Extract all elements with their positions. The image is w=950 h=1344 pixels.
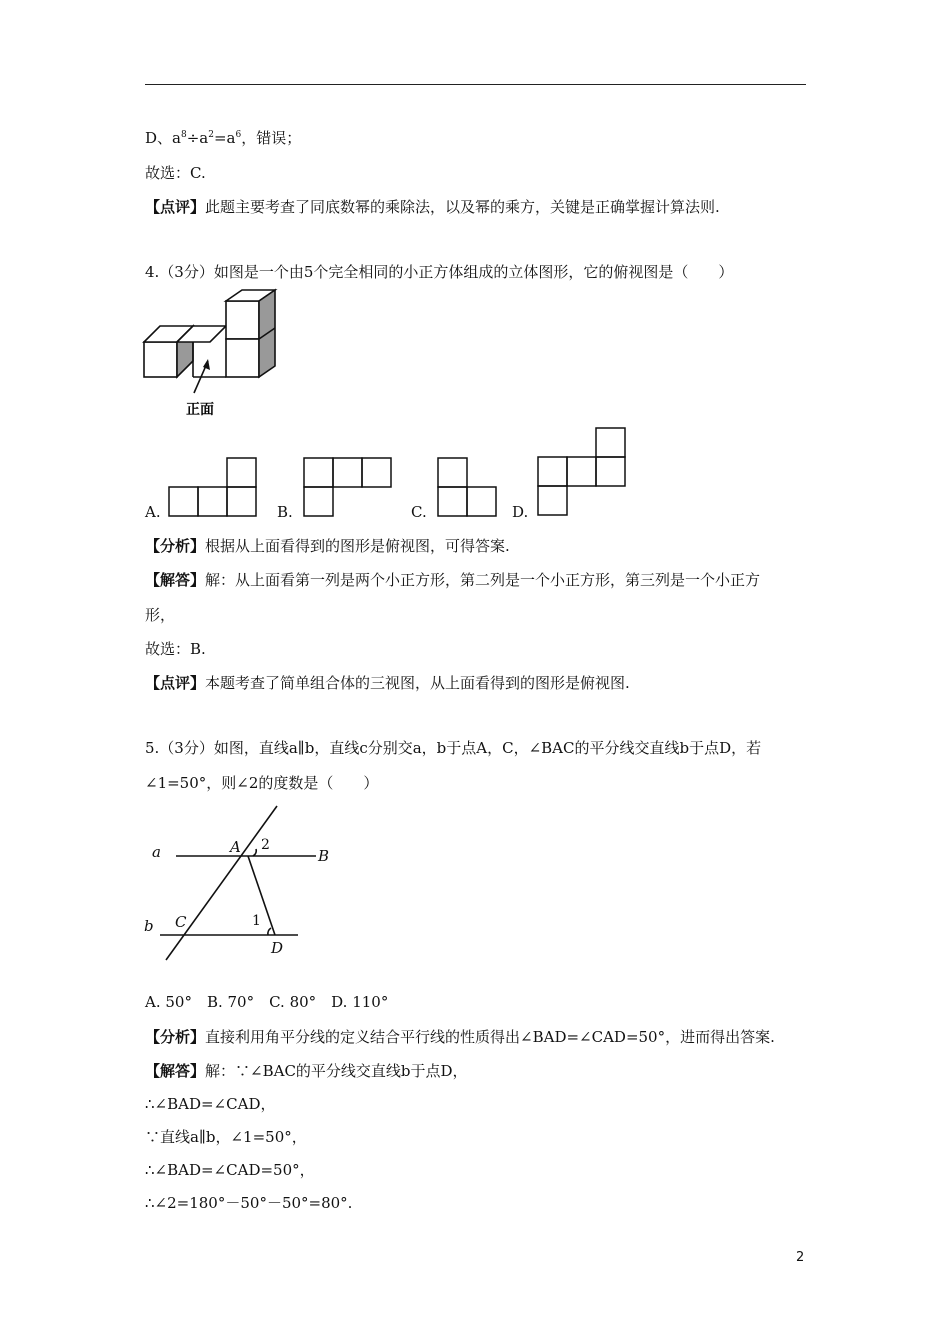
q4-solution: 【解答】解：从上面看第一列是两个小正方形，第二列是一个小正方形，第三列是一个小正方 — [145, 571, 761, 589]
q4-solid-figure — [140, 288, 290, 420]
q4-option-c-figure[interactable] — [435, 455, 499, 519]
q4-option-a-label[interactable]: A. — [145, 503, 161, 521]
q5-analysis: 【分析】直接利用角平分线的定义结合平行线的性质得出∠BAD=∠CAD=50°，进而得出答案. — [145, 1028, 775, 1046]
q5-step-2: ∵直线a∥b，∠1=50°， — [145, 1128, 307, 1146]
q5-stem-2: ∠1=50°，则∠2的度数是（ ） — [145, 774, 379, 792]
label-angle-2: 2 — [261, 837, 270, 853]
q5-step-1: ∴∠BAD=∠CAD， — [145, 1095, 276, 1113]
label-A: A — [230, 838, 241, 856]
q5-geometry-figure — [140, 800, 340, 965]
prev-comment: 【点评】此题主要考查了同底数幂的乘除法，以及幂的乘方，关键是正确掌握计算法则. — [145, 198, 720, 216]
q4-solution-cont: 形， — [145, 606, 176, 624]
q4-option-a-figure[interactable] — [167, 455, 259, 519]
option-d-line: D、$a^8\div a^2=a^6$，错误； — [145, 129, 302, 147]
q4-option-d-label[interactable]: D. — [512, 503, 529, 521]
q5-solution: 【解答】解：∵∠BAC的平分线交直线b于点D， — [145, 1062, 468, 1080]
q4-comment: 【点评】本题考查了简单组合体的三视图，从上面看得到的图形是俯视图. — [145, 674, 630, 692]
header-rule — [145, 84, 806, 85]
prev-answer: 故选：C. — [145, 164, 206, 182]
front-label: 正面 — [186, 402, 214, 418]
q4-option-b-figure[interactable] — [301, 455, 393, 519]
page-number: 2 — [796, 1250, 805, 1265]
q4-option-d-figure[interactable] — [536, 425, 628, 519]
label-C: C — [175, 913, 187, 931]
comment-tag: 【点评】 — [145, 198, 206, 216]
q4-stem: 4.（3分）如图是一个由5个完全相同的小正方体组成的立体图形，它的俯视图是（ ） — [145, 263, 734, 281]
label-a: a — [152, 843, 161, 861]
q5-stem-1: 5.（3分）如图，直线a∥b，直线c分别交a，b于点A，C，∠BAC的平分线交直线b于点D，若 — [145, 739, 762, 757]
label-angle-1: 1 — [252, 913, 261, 929]
q4-answer: 故选：B. — [145, 640, 206, 658]
label-D: D — [271, 939, 284, 957]
q4-option-b-label[interactable]: B. — [277, 503, 293, 521]
q4-analysis: 【分析】根据从上面看得到的图形是俯视图，可得答案. — [145, 537, 510, 555]
q4-option-c-label[interactable]: C. — [411, 503, 427, 521]
q5-step-3: ∴∠BAD=∠CAD=50°， — [145, 1161, 315, 1179]
q5-choices: A. 50° B. 70° C. 80° D. 110° — [145, 993, 389, 1011]
label-B: B — [318, 847, 330, 865]
label-b: b — [144, 917, 154, 935]
line-c — [166, 806, 277, 960]
q5-step-4: ∴∠2=180°－50°－50°=80°. — [145, 1194, 353, 1212]
